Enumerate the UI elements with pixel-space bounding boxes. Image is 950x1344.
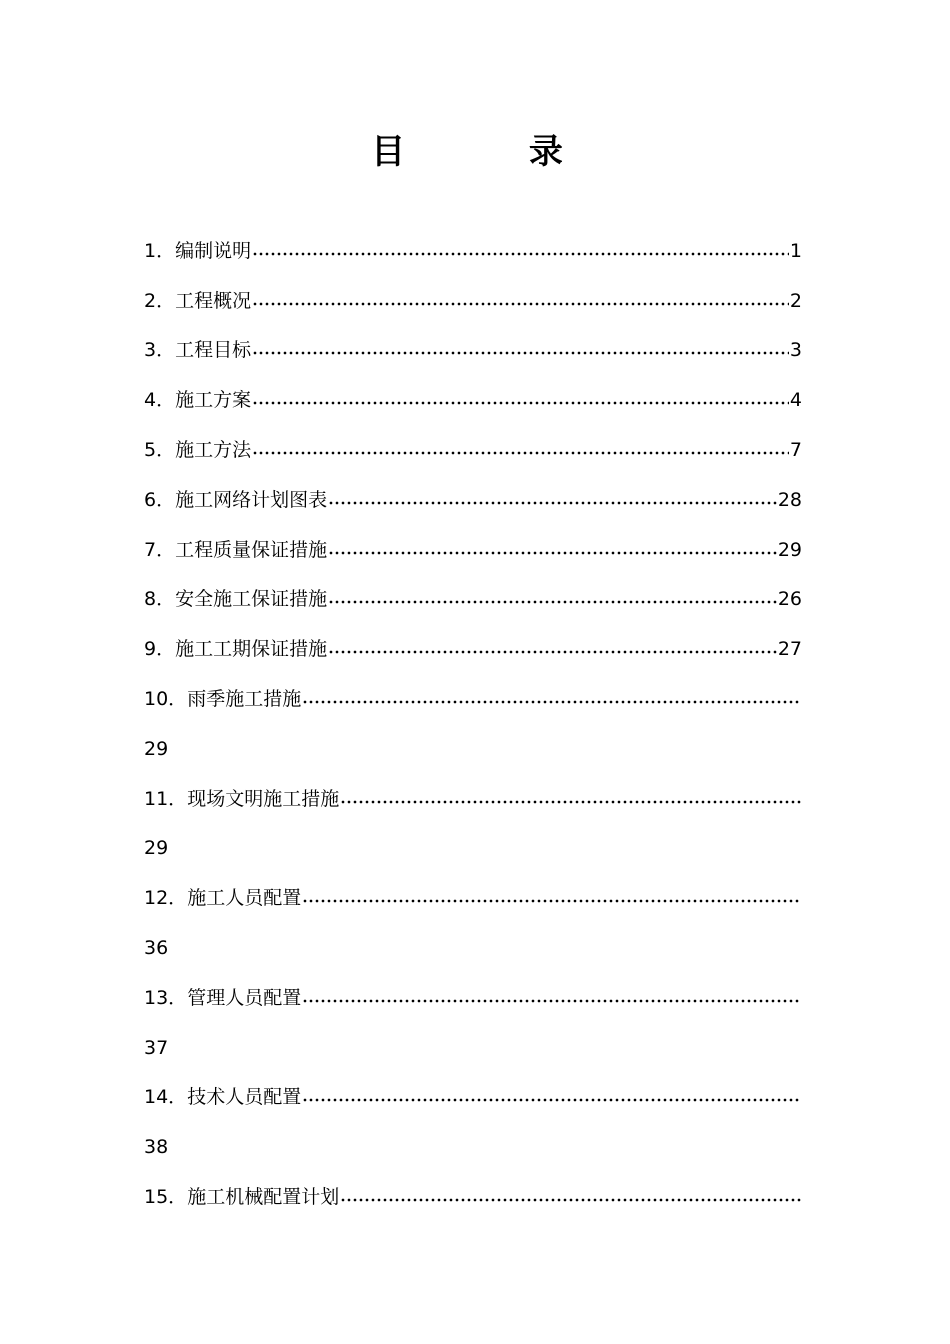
toc-entry-number: 12． <box>144 887 188 910</box>
toc-entry-number: 3． <box>144 339 176 362</box>
toc-entry-page: 1 <box>789 239 802 262</box>
toc-leader-dots <box>302 1085 801 1109</box>
toc-leader-dots <box>340 1185 801 1209</box>
toc-entry-number: 11． <box>144 787 188 810</box>
toc-entry[interactable] <box>144 425 802 475</box>
toc-leader-dots <box>328 587 777 611</box>
toc-entry-number: 13． <box>144 986 188 1009</box>
toc-entry-number: 10． <box>144 688 188 711</box>
toc-entry-number: 2． <box>144 289 176 312</box>
toc-entry[interactable] <box>144 326 802 376</box>
toc-leader-dots <box>302 886 801 910</box>
toc-entry-page: 28 <box>777 488 802 511</box>
toc-leader-dots <box>302 687 801 711</box>
toc-entry-number: 8． <box>144 588 176 611</box>
toc-entry[interactable] <box>144 973 802 1023</box>
toc-title: 目 录 <box>371 132 619 172</box>
toc-entry-text: 技术人员配置 <box>187 1086 302 1109</box>
toc-entry-text: 施工机械配置计划 <box>187 1186 340 1209</box>
toc-entry-page: 27 <box>777 638 802 661</box>
toc-entry-number: 1． <box>144 239 176 262</box>
toc-entry[interactable] <box>144 1073 802 1123</box>
toc-entry-number: 15． <box>144 1186 188 1209</box>
toc-entry[interactable] <box>144 375 802 425</box>
toc-entry-text: 现场文明施工措施 <box>187 787 340 810</box>
toc-entry-page: 26 <box>777 588 802 611</box>
toc-entry-text: 编制说明 <box>175 239 252 262</box>
toc-entry[interactable] <box>144 226 802 276</box>
toc-entry[interactable] <box>144 1172 802 1222</box>
toc-entry-page: 7 <box>789 439 802 462</box>
toc-entry-number: 4． <box>144 389 176 412</box>
toc-entry-number: 5． <box>144 439 176 462</box>
toc-entry-text: 管理人员配置 <box>187 986 302 1009</box>
toc-entry-text: 雨季施工措施 <box>187 688 302 711</box>
toc-entry-text: 施工人员配置 <box>187 887 302 910</box>
toc-leader-dots <box>252 289 789 313</box>
toc-leader-dots <box>252 388 789 412</box>
toc-entry-text: 施工网络计划图表 <box>175 488 328 511</box>
toc-entry-page: 29 <box>777 538 802 561</box>
toc-entry-page: 37 <box>144 1036 169 1059</box>
toc-entry-text: 安全施工保证措施 <box>175 588 328 611</box>
toc-entry-number: 7． <box>144 538 176 561</box>
toc-entry[interactable] <box>144 873 802 923</box>
toc-entry-number: 14． <box>144 1086 188 1109</box>
toc-leader-dots <box>328 538 777 562</box>
toc-entry-text: 工程质量保证措施 <box>175 538 328 561</box>
toc-leader-dots <box>252 438 789 462</box>
toc-entry-page: 3 <box>789 339 802 362</box>
toc-entry-page: 36 <box>144 937 169 960</box>
toc-entry-text: 工程目标 <box>175 339 252 362</box>
toc-entry[interactable] <box>144 475 802 525</box>
toc-entry-page: 29 <box>144 837 169 860</box>
toc-entry-page: 4 <box>789 389 802 412</box>
toc-entry[interactable] <box>144 774 802 824</box>
toc-entry-text: 施工工期保证措施 <box>175 638 328 661</box>
toc-list <box>144 226 802 1222</box>
toc-entry-text: 施工方案 <box>175 389 252 412</box>
toc-entry-number: 6． <box>144 488 176 511</box>
toc-entry[interactable] <box>144 624 802 674</box>
toc-entry[interactable] <box>144 525 802 575</box>
toc-entry-number: 9． <box>144 638 176 661</box>
toc-entry-page: 2 <box>789 289 802 312</box>
toc-leader-dots <box>328 488 777 512</box>
toc-entry-page: 29 <box>144 737 169 760</box>
toc-leader-dots <box>302 986 801 1010</box>
toc-leader-dots <box>340 787 801 811</box>
toc-leader-dots <box>328 637 777 661</box>
toc-leader-dots <box>252 338 789 362</box>
toc-entry[interactable] <box>144 674 802 724</box>
toc-entry-text: 施工方法 <box>175 439 252 462</box>
toc-leader-dots <box>252 239 789 263</box>
toc-entry-page: 38 <box>144 1136 169 1159</box>
toc-entry[interactable] <box>144 276 802 326</box>
toc-entry[interactable] <box>144 575 802 625</box>
toc-entry-text: 工程概况 <box>175 289 252 312</box>
